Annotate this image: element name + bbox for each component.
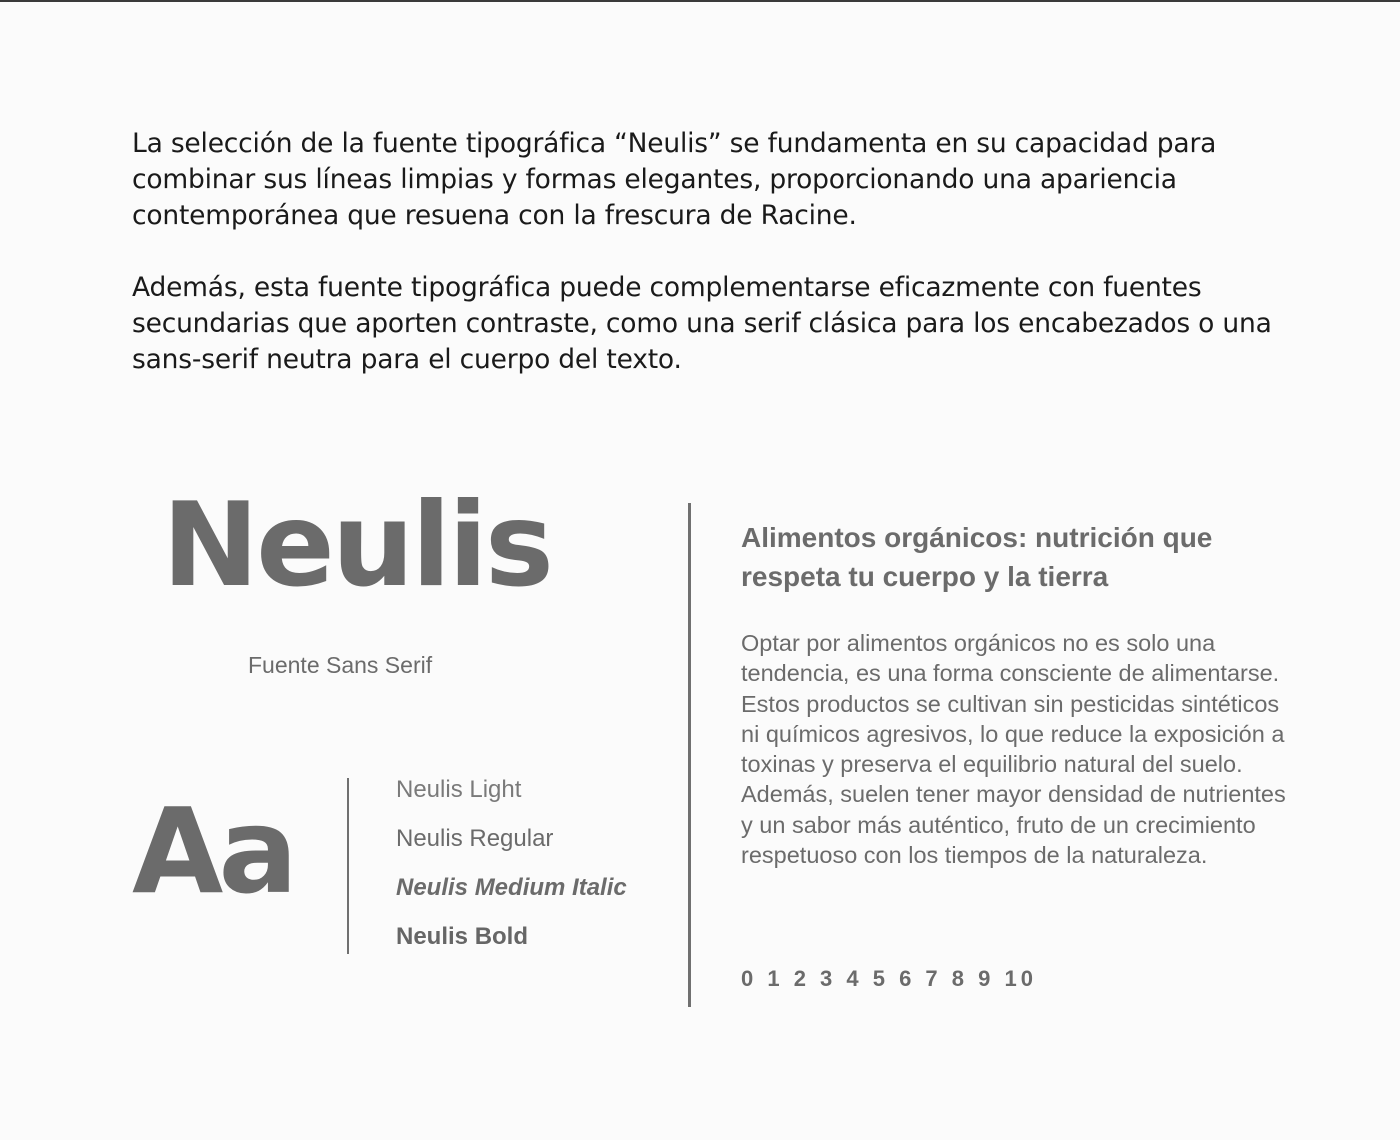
intro-paragraph-2: Además, esta fuente tipográfica puede complementarse eficazmente con fuentes secundarias que aporten contraste, como una serif clásica para los encabezados o una sans-serif neutra para el cuerpo del texto.	[132, 272, 1272, 375]
intro-paragraph-1: La selección de la fuente tipográfica “Neulis” se fundamenta en su capacidad para combinar sus líneas limpias y formas elegantes, proporcionando una apariencia contemporánea que resuena con la frescura de Racine.	[132, 128, 1217, 231]
sample-heading: Alimentos orgánicos: nutrición que respeta tu cuerpo y la tierra	[741, 522, 1213, 592]
weight-light: Neulis Light	[396, 776, 522, 803]
weight-bold: Neulis Bold	[396, 923, 529, 950]
numerals-sample: 0 1 2 3 4 5 6 7 8 9 10	[741, 966, 1037, 991]
column-divider	[688, 503, 691, 1007]
top-border	[0, 0, 1400, 2]
sample-body-text: Optar por alimentos orgánicos no es solo una tendencia, es una forma consciente de alimentarse. Estos productos se cultivan sin pesticidas sintéticos ni químicos agresivos, lo que reduce la exposición a toxinas y preserva el equilibrio natural del suelo. Además, suelen tener mayor densidad de nutrientes y un sabor más auténtico, fruto de un crecimiento respetuoso con los tiempos de la naturaleza.	[741, 630, 1286, 869]
font-name-display: Neulis	[162, 478, 551, 613]
font-classification: Fuente Sans Serif	[248, 652, 433, 678]
intro-text	[132, 126, 1272, 414]
weights-divider	[347, 778, 349, 954]
glyph-sample: Aa	[132, 782, 293, 920]
weight-regular: Neulis Regular	[396, 825, 554, 852]
font-weights-list	[396, 774, 627, 970]
weight-medium-italic: Neulis Medium Italic	[396, 874, 627, 901]
